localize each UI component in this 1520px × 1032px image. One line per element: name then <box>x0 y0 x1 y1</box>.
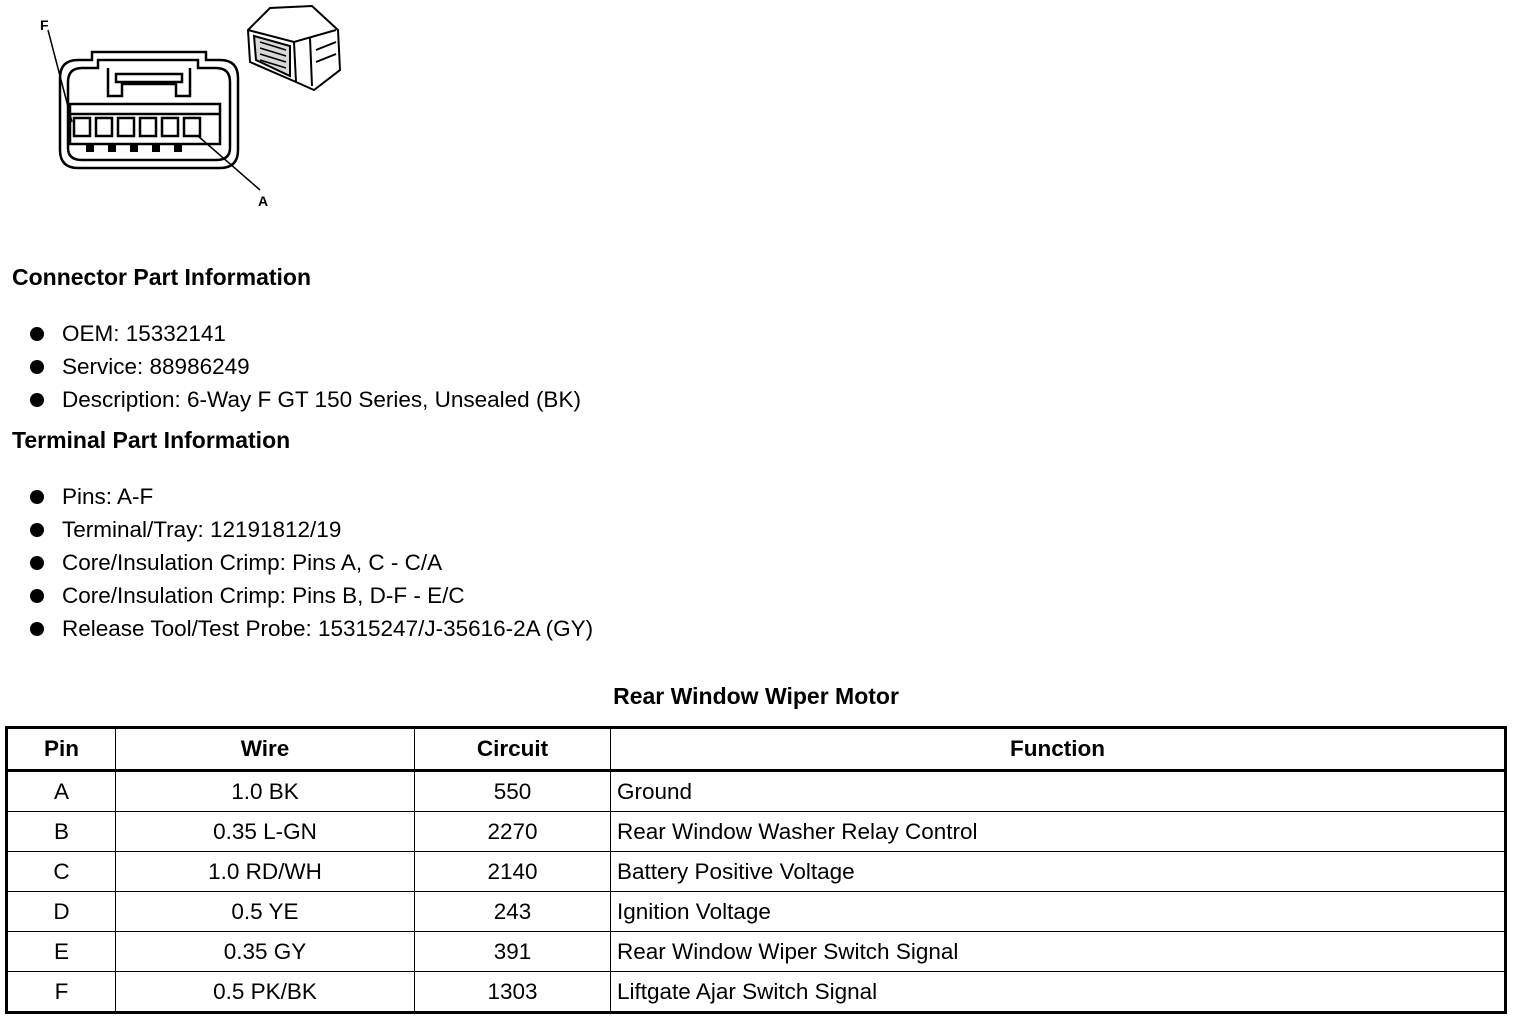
cavity-f <box>74 118 90 136</box>
terminal-info-list <box>0 480 593 645</box>
terminal-cavity-strip <box>70 104 220 144</box>
cell-circuit: 2140 <box>415 852 611 892</box>
cell-wire: 1.0 RD/WH <box>116 852 415 892</box>
cell-pin: D <box>7 892 116 932</box>
connector-3d-view <box>248 6 340 90</box>
terminal-info-heading: Terminal Part Information <box>12 427 291 453</box>
cell-function: Ground <box>611 771 1506 812</box>
cell-circuit: 550 <box>415 771 611 812</box>
cell-circuit: 243 <box>415 892 611 932</box>
table-header-row <box>7 728 1506 771</box>
bullet-icon <box>30 393 44 407</box>
cell-wire: 1.0 BK <box>116 771 415 812</box>
column-header-pin: Pin <box>7 728 116 771</box>
cell-wire: 0.35 GY <box>116 932 415 972</box>
table-title: Rear Window Wiper Motor <box>613 683 899 709</box>
connector-diagram <box>0 0 400 230</box>
bullet-icon <box>30 622 44 636</box>
table-row <box>7 812 1506 852</box>
cell-function: Liftgate Ajar Switch Signal <box>611 972 1506 1013</box>
table-row <box>7 892 1506 932</box>
cell-pin: E <box>7 932 116 972</box>
cell-circuit: 391 <box>415 932 611 972</box>
cavity-a <box>184 118 200 136</box>
list-item: Pins: A-F <box>0 480 593 513</box>
list-item: Description: 6-Way F GT 150 Series, Unsealed (BK) <box>0 383 581 416</box>
cell-wire: 0.35 L-GN <box>116 812 415 852</box>
cell-function: Ignition Voltage <box>611 892 1506 932</box>
table-row <box>7 972 1506 1013</box>
cell-pin: B <box>7 812 116 852</box>
cell-circuit: 1303 <box>415 972 611 1013</box>
cavity-d <box>118 118 134 136</box>
cell-pin: A <box>7 771 116 812</box>
bullet-icon <box>30 327 44 341</box>
list-item: Terminal/Tray: 12191812/19 <box>0 513 593 546</box>
bullet-icon <box>30 523 44 537</box>
cell-function: Rear Window Wiper Switch Signal <box>611 932 1506 972</box>
cell-function: Rear Window Washer Relay Control <box>611 812 1506 852</box>
list-item: Core/Insulation Crimp: Pins B, D-F - E/C <box>0 579 593 612</box>
table-row <box>7 932 1506 972</box>
cell-circuit: 2270 <box>415 812 611 852</box>
cavity-e <box>96 118 112 136</box>
cell-function: Battery Positive Voltage <box>611 852 1506 892</box>
list-item: Service: 88986249 <box>0 350 581 383</box>
bullet-icon <box>30 490 44 504</box>
cell-pin: F <box>7 972 116 1013</box>
label-pin-f: F <box>40 17 49 33</box>
list-item: OEM: 15332141 <box>0 317 581 350</box>
cavity-c <box>140 118 156 136</box>
cell-pin: C <box>7 852 116 892</box>
connector-info-list <box>0 317 581 416</box>
list-item: Core/Insulation Crimp: Pins A, C - C/A <box>0 546 593 579</box>
column-header-wire: Wire <box>116 728 415 771</box>
cell-wire: 0.5 YE <box>116 892 415 932</box>
cavity-b <box>162 118 178 136</box>
table-row <box>7 852 1506 892</box>
bullet-icon <box>30 360 44 374</box>
label-pin-a: A <box>258 193 269 209</box>
pinout-table <box>5 726 1507 1014</box>
column-header-circuit: Circuit <box>415 728 611 771</box>
bullet-icon <box>30 556 44 570</box>
bullet-icon <box>30 589 44 603</box>
cell-wire: 0.5 PK/BK <box>116 972 415 1013</box>
list-item: Release Tool/Test Probe: 15315247/J-35616-2A (GY) <box>0 612 593 645</box>
table-row <box>7 771 1506 812</box>
column-header-function: Function <box>611 728 1506 771</box>
connector-info-heading: Connector Part Information <box>12 264 312 290</box>
